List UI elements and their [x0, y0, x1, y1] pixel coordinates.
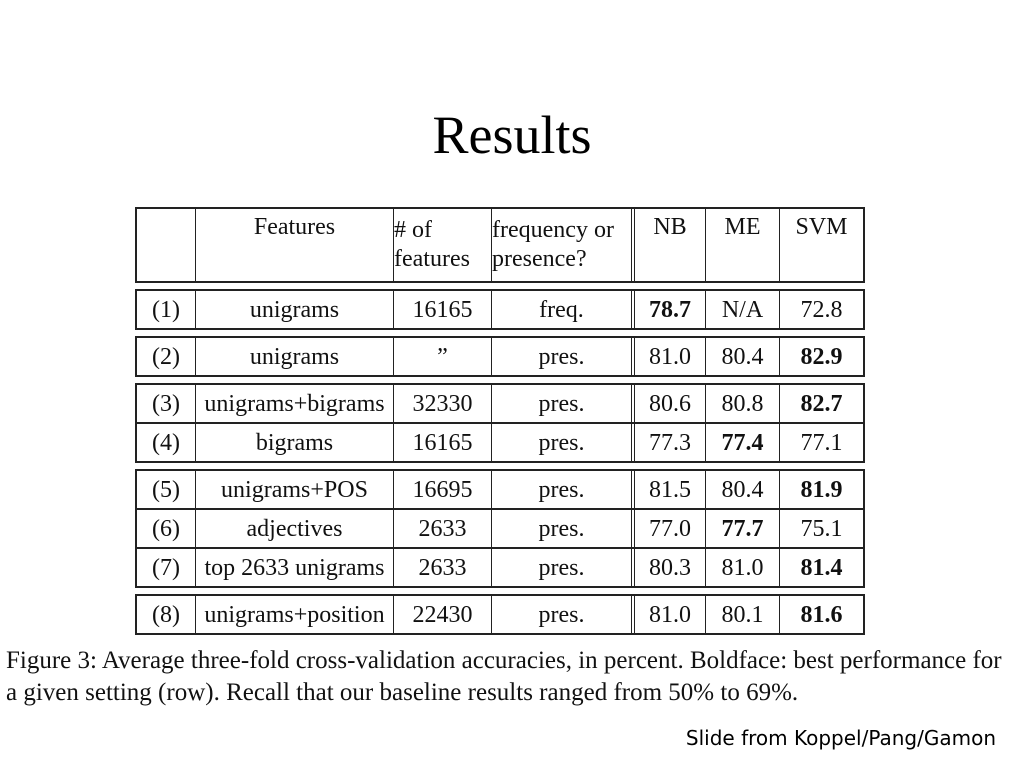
cell-num-features: 16165 [393, 291, 491, 328]
cell-svm: 77.1 [779, 424, 863, 461]
cell-features: top 2633 unigrams [195, 549, 393, 586]
cell-frequency: pres. [491, 596, 631, 633]
cell-features: unigrams [195, 338, 393, 375]
cell-frequency: pres. [491, 338, 631, 375]
table-row-group [135, 336, 865, 377]
cell-nb: 81.0 [631, 338, 705, 375]
cell-nb: 77.3 [631, 424, 705, 461]
header-index [137, 209, 195, 281]
cell-svm: 81.9 [779, 471, 863, 508]
cell-nb: 80.6 [631, 385, 705, 422]
cell-svm: 72.8 [779, 291, 863, 328]
cell-me: 80.4 [705, 338, 779, 375]
slide-title: Results [432, 105, 592, 165]
cell-features: unigrams [195, 291, 393, 328]
cell-features: unigrams+position [195, 596, 393, 633]
table-body [135, 289, 865, 635]
table-row [137, 508, 863, 547]
cell-index: (3) [152, 390, 180, 417]
header-num-features-line2: features [394, 246, 470, 272]
cell-frequency: pres. [491, 549, 631, 586]
cell-frequency: pres. [491, 385, 631, 422]
header-frequency-line2: presence? [492, 246, 587, 272]
table-row [137, 596, 863, 633]
header-frequency-line1: frequency or [492, 217, 614, 243]
cell-svm: 75.1 [779, 510, 863, 547]
table-row [137, 422, 863, 461]
cell-index: (6) [152, 515, 180, 542]
cell-num-features: 2633 [393, 549, 491, 586]
table-header-row [137, 209, 863, 281]
cell-me: N/A [705, 291, 779, 328]
cell-frequency: pres. [491, 424, 631, 461]
cell-frequency: freq. [491, 291, 631, 328]
table-row-group [135, 469, 865, 588]
cell-svm: 81.6 [779, 596, 863, 633]
cell-index: (4) [152, 429, 180, 456]
cell-me: 80.1 [705, 596, 779, 633]
cell-features: unigrams+POS [195, 471, 393, 508]
header-me: ME [705, 209, 779, 281]
cell-index: (7) [152, 554, 180, 581]
table-row-group [135, 594, 865, 635]
results-table [135, 207, 865, 641]
cell-nb: 78.7 [631, 291, 705, 328]
cell-index: (1) [152, 296, 180, 323]
cell-features: adjectives [195, 510, 393, 547]
cell-num-features: 22430 [393, 596, 491, 633]
cell-svm: 82.7 [779, 385, 863, 422]
header-frequency [491, 209, 631, 281]
cell-frequency: pres. [491, 471, 631, 508]
table-row [137, 338, 863, 375]
cell-nb: 81.0 [631, 596, 705, 633]
header-features: Features [195, 209, 393, 281]
cell-num-features: 16165 [393, 424, 491, 461]
table-row [137, 547, 863, 586]
cell-num-features: 32330 [393, 385, 491, 422]
cell-features: bigrams [195, 424, 393, 461]
cell-index: (5) [152, 476, 180, 503]
table-row [137, 385, 863, 422]
cell-svm: 81.4 [779, 549, 863, 586]
header-num-features-line1: # of [394, 217, 432, 243]
cell-me: 80.8 [705, 385, 779, 422]
header-svm: SVM [779, 209, 863, 281]
header-num-features [393, 209, 491, 281]
cell-index: (8) [152, 601, 180, 628]
cell-num-features: 2633 [393, 510, 491, 547]
table-header-group [135, 207, 865, 283]
cell-svm: 82.9 [779, 338, 863, 375]
cell-frequency: pres. [491, 510, 631, 547]
cell-num-features: ” [393, 338, 491, 375]
table-row-group [135, 383, 865, 463]
cell-num-features: 16695 [393, 471, 491, 508]
header-nb: NB [631, 209, 705, 281]
cell-nb: 80.3 [631, 549, 705, 586]
slide-credit: Slide from Koppel/Pang/Gamon [685, 726, 996, 750]
table-row [137, 291, 863, 328]
table-row-group [135, 289, 865, 330]
cell-nb: 81.5 [631, 471, 705, 508]
cell-features: unigrams+bigrams [195, 385, 393, 422]
cell-me: 77.7 [705, 510, 779, 547]
cell-me: 81.0 [705, 549, 779, 586]
cell-me: 77.4 [705, 424, 779, 461]
cell-me: 80.4 [705, 471, 779, 508]
cell-index: (2) [152, 343, 180, 370]
figure-caption: Figure 3: Average three-fold cross-validation accuracies, in percent. Boldface: best performance for a given setting (row). Recall that our baseline results ranged from 50% to 69%. [6, 647, 1002, 706]
cell-nb: 77.0 [631, 510, 705, 547]
table-row [137, 471, 863, 508]
